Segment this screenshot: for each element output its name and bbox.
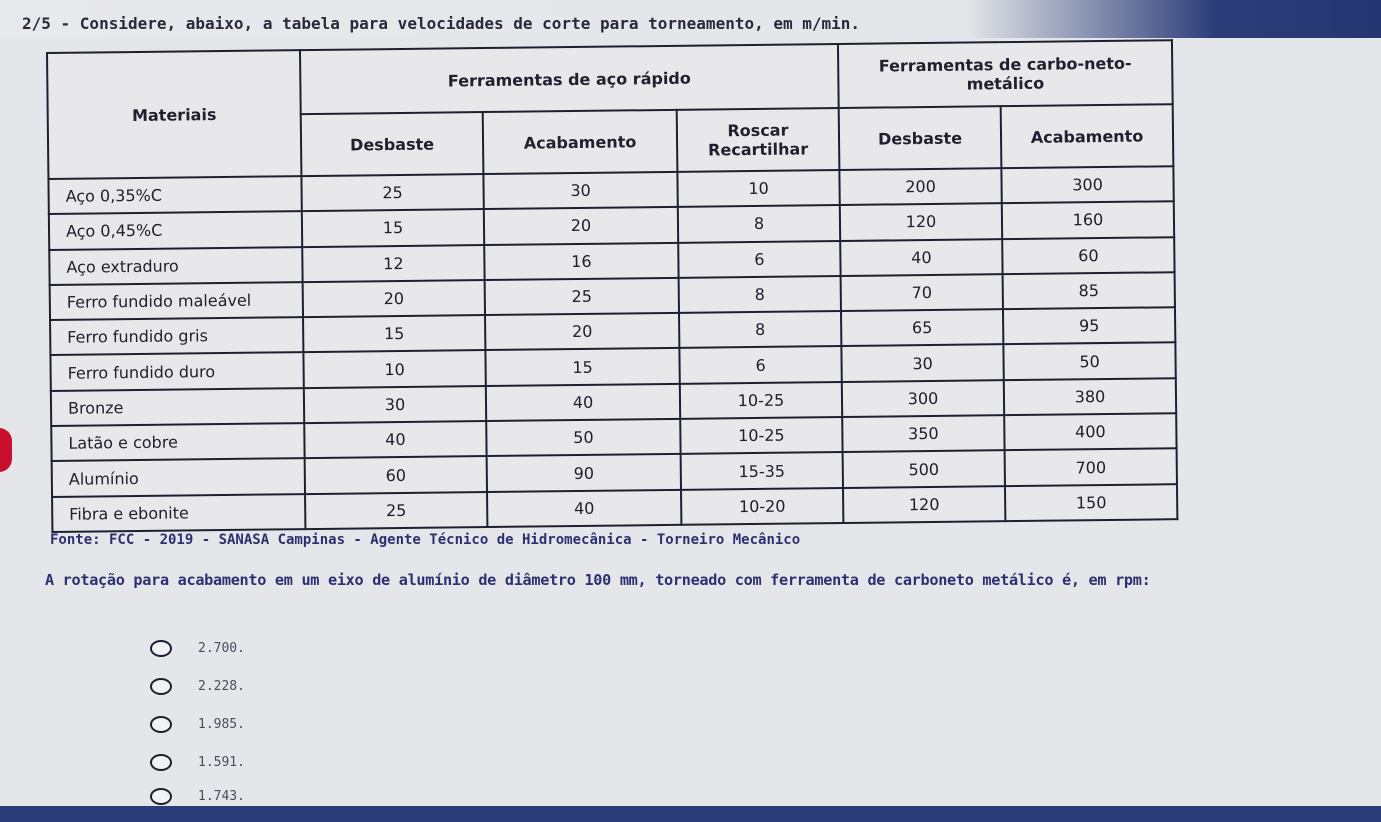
speed-value-cell: 25 xyxy=(485,278,679,315)
speed-value-cell: 300 xyxy=(842,380,1004,417)
column-header: Roscar Recartilhar xyxy=(677,108,840,172)
speed-value-cell: 10 xyxy=(303,351,485,388)
speed-value-cell: 20 xyxy=(485,313,679,350)
speed-value-cell: 15 xyxy=(302,209,484,246)
speed-value-cell: 60 xyxy=(1002,237,1174,274)
material-cell: Aço 0,45%C xyxy=(49,211,302,249)
column-header: Acabamento xyxy=(1001,104,1174,168)
speed-value-cell: 50 xyxy=(1003,343,1175,380)
speed-value-cell: 10-25 xyxy=(680,382,842,419)
option-label: 1.743. xyxy=(198,788,245,804)
answer-option[interactable] xyxy=(150,747,350,777)
speed-value-cell: 40 xyxy=(486,384,680,421)
speed-value-cell: 20 xyxy=(484,207,678,244)
speed-value-cell: 300 xyxy=(1001,166,1173,203)
speed-value-cell: 50 xyxy=(486,419,680,456)
speed-value-cell: 25 xyxy=(301,174,483,211)
radio-icon[interactable] xyxy=(150,678,172,695)
radio-icon[interactable] xyxy=(150,640,172,657)
material-cell: Alumínio xyxy=(52,458,305,496)
speed-value-cell: 70 xyxy=(841,274,1003,311)
speed-value-cell: 40 xyxy=(840,239,1002,276)
radio-icon[interactable] xyxy=(150,716,172,733)
speed-value-cell: 380 xyxy=(1004,378,1176,415)
speed-value-cell: 20 xyxy=(303,280,485,317)
materials-header: Materiais xyxy=(47,50,301,179)
speed-value-cell: 6 xyxy=(678,241,840,278)
speed-value-cell: 40 xyxy=(304,421,486,458)
radio-icon[interactable] xyxy=(150,754,172,771)
speed-value-cell: 15-35 xyxy=(681,452,843,489)
speed-value-cell: 95 xyxy=(1003,307,1175,344)
material-cell: Ferro fundido gris xyxy=(50,317,303,355)
material-cell: Aço extraduro xyxy=(49,247,302,285)
speed-value-cell: 60 xyxy=(305,456,487,493)
bottom-bar xyxy=(0,806,1381,822)
speed-value-cell: 15 xyxy=(303,315,485,352)
speed-value-cell: 6 xyxy=(679,346,841,383)
speed-value-cell: 10 xyxy=(677,170,839,207)
speed-value-cell: 200 xyxy=(839,168,1001,205)
question-title: 2/5 - Considere, abaixo, a tabela para velocidades de corte para torneamento, em m/min. xyxy=(22,14,861,33)
speed-value-cell: 120 xyxy=(843,486,1005,523)
speed-value-cell: 150 xyxy=(1005,484,1177,521)
speed-value-cell: 500 xyxy=(843,451,1005,488)
material-cell: Ferro fundido duro xyxy=(50,353,303,391)
speed-value-cell: 85 xyxy=(1003,272,1175,309)
material-cell: Aço 0,35%C xyxy=(48,176,301,214)
radio-icon[interactable] xyxy=(150,788,172,805)
side-tab[interactable] xyxy=(0,428,12,472)
speed-value-cell: 120 xyxy=(840,203,1002,240)
speed-value-cell: 30 xyxy=(841,345,1003,382)
column-header: Desbaste xyxy=(839,106,1002,170)
hss-tools-header: Ferramentas de aço rápido xyxy=(300,44,839,114)
column-header: Acabamento xyxy=(483,110,678,174)
speed-value-cell: 12 xyxy=(302,245,484,282)
speed-value-cell: 160 xyxy=(1002,202,1174,239)
speed-value-cell: 700 xyxy=(1005,449,1177,486)
material-cell: Bronze xyxy=(51,388,304,426)
answer-option[interactable] xyxy=(150,633,350,663)
speed-value-cell: 10-25 xyxy=(680,417,842,454)
speed-value-cell: 30 xyxy=(304,386,486,423)
speed-value-cell: 400 xyxy=(1004,413,1176,450)
speed-value-cell: 8 xyxy=(678,205,840,242)
speed-value-cell: 30 xyxy=(483,172,677,209)
material-cell: Fibra e ebonite xyxy=(52,494,305,532)
speed-value-cell: 25 xyxy=(305,492,487,529)
speed-value-cell: 8 xyxy=(679,276,841,313)
cutting-speed-table xyxy=(46,39,1178,533)
material-cell: Ferro fundido maleável xyxy=(50,282,303,320)
speed-value-cell: 65 xyxy=(841,309,1003,346)
answer-option[interactable] xyxy=(150,671,350,701)
material-cell: Latão e cobre xyxy=(51,423,304,461)
column-header: Desbaste xyxy=(301,112,484,176)
option-label: 1.591. xyxy=(198,754,245,770)
speed-value-cell: 16 xyxy=(484,242,678,279)
speed-value-cell: 90 xyxy=(487,454,681,491)
question-prompt: A rotação para acabamento em um eixo de alumínio de diâmetro 100 mm, torneado com ferramenta de carboneto metálico é, em rpm: xyxy=(45,571,1151,589)
speed-value-cell: 350 xyxy=(842,415,1004,452)
option-label: 1.985. xyxy=(198,716,245,732)
source-note: Fonte: FCC - 2019 - SANASA Campinas - Agente Técnico de Hidromecânica - Torneiro Mecânico xyxy=(50,532,801,548)
carbide-tools-header: Ferramentas de carbo-neto-metálico xyxy=(838,40,1173,108)
answer-option[interactable] xyxy=(150,709,350,739)
option-label: 2.700. xyxy=(198,640,245,656)
speed-value-cell: 10-20 xyxy=(681,488,843,525)
option-label: 2.228. xyxy=(198,678,245,694)
speed-value-cell: 40 xyxy=(487,489,681,527)
speed-value-cell: 15 xyxy=(485,348,679,385)
speed-value-cell: 8 xyxy=(679,311,841,348)
